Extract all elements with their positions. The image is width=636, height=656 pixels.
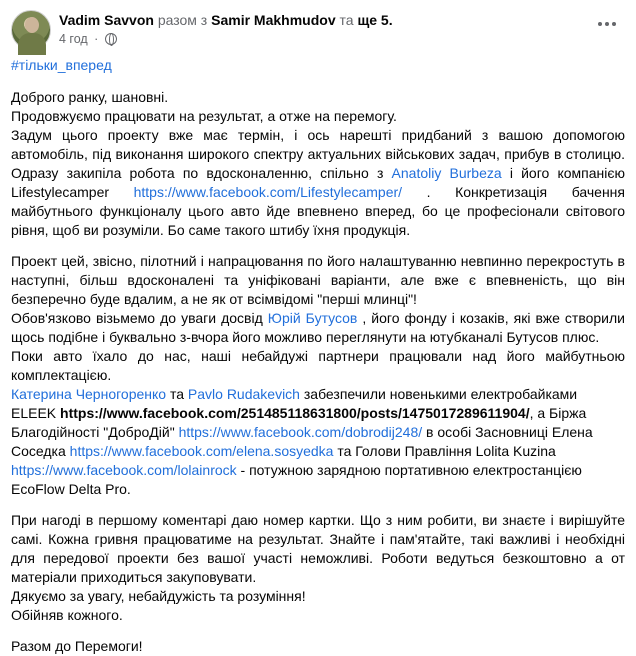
post-time[interactable]: 4 год — [59, 32, 88, 46]
url-dobrodij[interactable]: https://www.facebook.com/dobrodij248/ — [178, 424, 423, 440]
text-segment: Задум цього проекту вже має термін, і ось нарешті придбаний з вашою допомогою автомобіль, під виконання широкого спектру актуальних військових задач, прибув в столицю. Одразу закипіла робота по вдосконаленню, спільно з — [11, 127, 625, 181]
text-segment: , його фонду і козаків, які вже створили щось подібне і буквально з-вчора його можливо переглянути на ютубканалі Бутусов плюс. — [11, 310, 625, 345]
paragraph-hug: Обійняв кожного. — [11, 607, 123, 623]
text-segment: забезпечили новенькими електробайками ELEEK — [11, 386, 578, 421]
paragraph-equipment — [11, 385, 625, 499]
text-segment: і його компанією Lifestylecamper — [11, 165, 625, 200]
paragraph-partners: Поки авто їхало до нас, наші небайдужі партнери працювали над його майбутньою комплектацією. — [11, 348, 625, 383]
post-body — [11, 56, 625, 656]
url-elena[interactable]: https://www.facebook.com/elena.sosyedka — [69, 443, 334, 459]
author-line — [59, 11, 393, 29]
text-segment: та Голови Правління Lolita Kuzina — [333, 443, 556, 459]
text-segment: в особі Засновниці Елена Соседка — [11, 424, 593, 459]
text-segment: Обов'язково візьмемо до уваги досвід — [11, 310, 268, 326]
paragraph-gap — [11, 499, 625, 511]
post-meta — [59, 31, 117, 47]
and-text: та — [339, 12, 354, 28]
url-lifestylecamper[interactable]: https://www.facebook.com/Lifestylecamper/ — [133, 184, 403, 200]
paragraph-card: При нагоді в першому коментарі даю номер картки. Що з ним робити, ви знаєте і вирішуйте самі. Кожна гривня працюватиме на результат. Знайте і пам'ятайте, такі важливі і необхідні для передової проекти без вашої участі неможливі. Роботи ведуться безкоштовно а от матеріали приходиться закуповувати. — [11, 512, 625, 585]
avatar-body — [18, 33, 46, 55]
mention-anatoliy[interactable]: Anatoliy Burbeza — [391, 165, 502, 181]
meta-dot: · — [94, 32, 99, 46]
paragraph-gap — [11, 240, 625, 252]
text-segment: та — [166, 386, 188, 402]
paragraph-project — [11, 126, 625, 240]
more-dot — [598, 22, 602, 26]
text-segment: - потужною зарядною портативною електростанцією EcoFlow Delta Pro. — [11, 462, 582, 497]
avatar-head — [25, 17, 39, 33]
text-segment: . Конкретизація бачення майбутнього функціоналу цього авто йде впевнено вперед, бо це професіонали світового рівня, щоб ви розуміли. Бо саме такого штибу їхня продукція. — [11, 184, 625, 238]
paragraph-continue: Продовжуємо працювати на результат, а отже на перемогу. — [11, 108, 397, 124]
others-link[interactable]: ще 5 — [357, 12, 389, 28]
author-avatar[interactable] — [11, 10, 51, 50]
paragraph-victory: Разом до Перемоги! — [11, 638, 143, 654]
url-lolita[interactable]: https://www.facebook.com/lolainrock — [11, 462, 237, 478]
globe-icon[interactable] — [105, 33, 117, 45]
text-segment: , а Біржа Благодійності "ДоброДій" — [11, 405, 587, 440]
author-name[interactable]: Vadim Savvon — [59, 12, 154, 28]
with-text: разом з — [157, 12, 208, 28]
period: . — [388, 12, 393, 28]
hashtag-link[interactable]: #тільки_вперед — [11, 57, 112, 73]
paragraph-gap — [11, 625, 625, 637]
mention-kateryna[interactable]: Катерина Черногоренко — [11, 386, 167, 402]
mention-butusov[interactable]: Юрій Бутусов — [267, 310, 358, 326]
paragraph-pilot: Проект цей, звісно, пілотний і напрацювання по його налаштуванню невпинно перекростуть в наступні, більш вдосконалені та уніфіковані варіанти, але вже є впевненість, що він безперечно буде вдалим, а не як от всімвідомі "перші млинці"! — [11, 253, 625, 307]
post-header — [11, 8, 625, 48]
more-dot — [605, 22, 609, 26]
paragraph-thanks: Дякуємо за увагу, небайдужість та розуміння! — [11, 588, 306, 604]
more-dot — [612, 22, 616, 26]
coauthor-name[interactable]: Samir Makhmudov — [211, 12, 336, 28]
paragraph-greeting: Доброго ранку, шановні. — [11, 89, 169, 105]
url-post[interactable]: https://www.facebook.com/251485118631800/posts/1475017289611904/ — [60, 405, 530, 421]
paragraph-butusov — [11, 309, 625, 347]
mention-pavlo[interactable]: Pavlo Rudakevich — [187, 386, 300, 402]
more-options-icon[interactable] — [593, 14, 621, 34]
